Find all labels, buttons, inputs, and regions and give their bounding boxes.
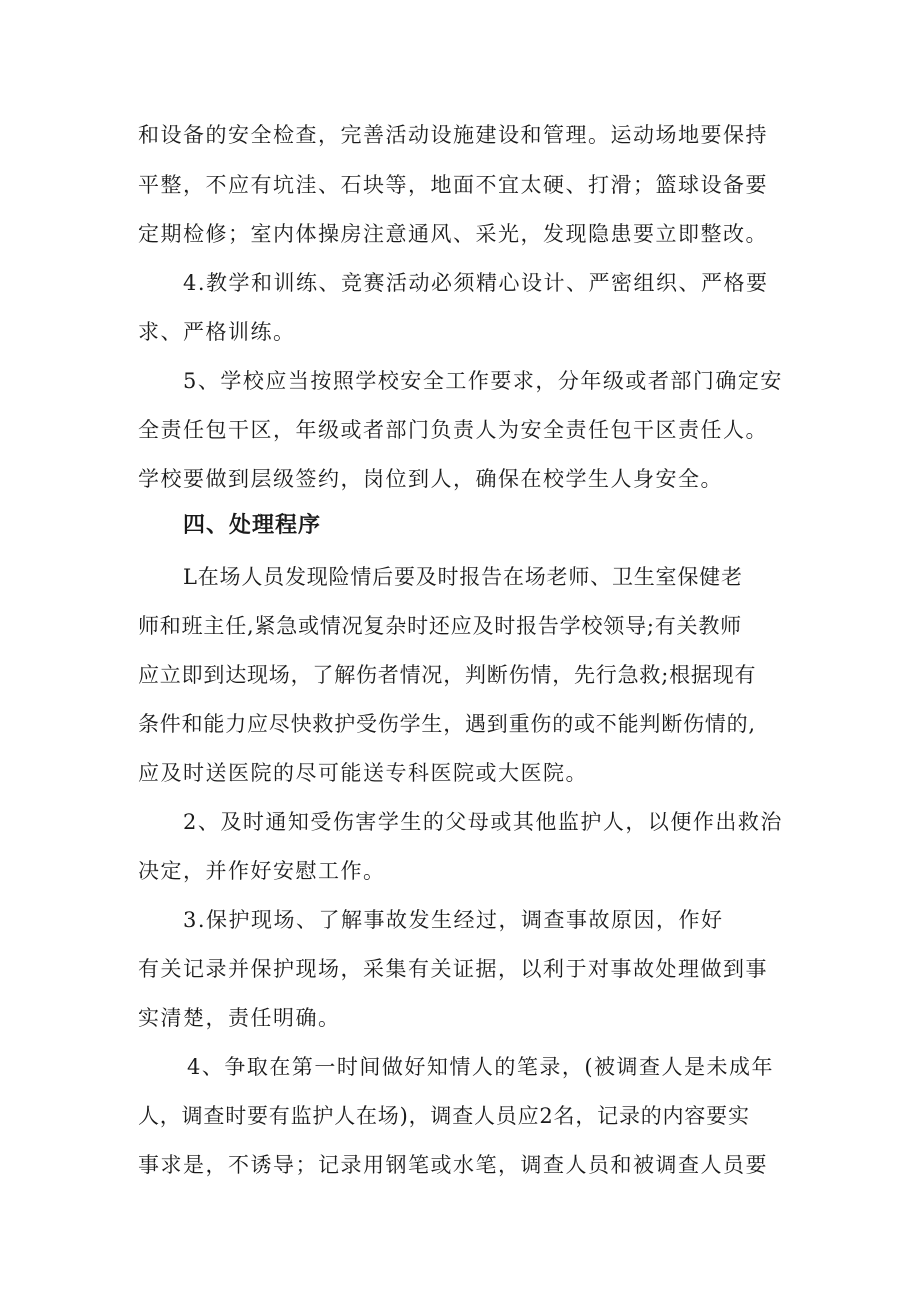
text-line: 4、争取在第一时间做好知情人的笔录，(被调查人是未成年: [187, 1055, 775, 1079]
text-line: 事求是，不诱导；记录用钢笔或水笔，调查人员和被调查人员要: [138, 1153, 768, 1177]
text-line: 平整，不应有坑洼、石块等，地面不宜太硬、打滑；篮球设备要: [138, 173, 768, 197]
text-line: 全责任包干区，年级或者部门负责人为安全责任包干区责任人。: [138, 418, 768, 442]
text-line: 定期检修；室内体操房注意通风、采光，发现隐患要立即整改。: [138, 222, 768, 246]
text-line: 2、及时通知受伤害学生的父母或其他监护人，以便作出救治: [183, 810, 783, 834]
text-line: 实清楚，责任明确。: [138, 1006, 341, 1030]
text-line: 师和班主任,紧急或情况复杂时还应及时报告学校领导;有关教师: [138, 614, 742, 638]
text-line: 3.保护现场、了解事故发生经过，调查事故原因，作好: [183, 908, 724, 932]
text-line: 4.教学和训练、竞赛活动必须精心设计、严密组织、严格要: [183, 271, 769, 295]
text-line: 应立即到达现场，了解伤者情况，判断伤情，先行急救;根据现有: [138, 663, 757, 687]
section-heading: 四、处理程序: [183, 513, 322, 538]
text-line: 学校要做到层级签约，岗位到人，确保在校学生人身安全。: [138, 467, 723, 491]
text-line: 求、严格训练。: [138, 320, 296, 344]
text-line: 决定，并作好安慰工作。: [138, 859, 386, 883]
text-line: L在场人员发现险情后要及时报告在场老师、卫生室保健老: [183, 565, 743, 589]
text-line: 人，调查时要有监护人在场)，调查人员应2名，记录的内容要实: [138, 1104, 750, 1128]
text-line: 条件和能力应尽快救护受伤学生，遇到重伤的或不能判断伤情的,: [138, 712, 756, 736]
text-line: 有关记录并保护现场，采集有关证据，以利于对事故处理做到事: [138, 957, 768, 981]
text-line: 和设备的安全检查，完善活动设施建设和管理。运动场地要保持: [138, 123, 768, 147]
text-line: 应及时送医院的尽可能送专科医院或大医院。: [138, 761, 588, 785]
text-line: 5、学校应当按照学校安全工作要求，分年级或者部门确定安: [183, 369, 783, 393]
